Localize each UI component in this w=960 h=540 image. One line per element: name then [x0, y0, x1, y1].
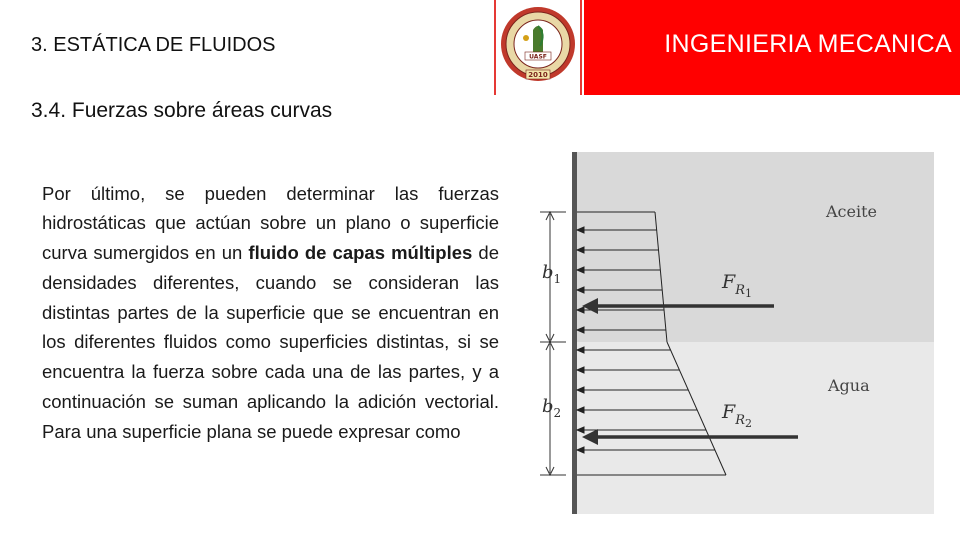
water-layer [572, 342, 934, 514]
body-paragraph [42, 179, 499, 447]
oil-label: Aceite [826, 202, 877, 221]
subsection-title: 3.4. Fuerzas sobre áreas curvas [31, 99, 333, 122]
dimension-lines [540, 212, 566, 475]
force-label-1: $F_R1$ [722, 271, 752, 300]
water-label: Agua [828, 376, 870, 395]
logo-initials: UASF [529, 53, 547, 61]
layered-fluid-figure [536, 150, 936, 516]
program-title: INGENIERIA MECANICA [664, 30, 952, 58]
oil-layer [572, 152, 934, 342]
paragraph-bold-term: fluido de capas múltiples [248, 242, 473, 264]
wall [572, 152, 577, 514]
dimension-b1: $b_1$ [542, 262, 562, 286]
paragraph-text-start: Por último, se pueden determinar las fuerzas hidrostáticas que actúan sobre un plano o superficie curva sumergidos en un [42, 182, 499, 264]
header-band [584, 0, 960, 95]
force-label-2: $F_R2$ [722, 401, 752, 430]
section-title: 3. ESTÁTICA DE FLUIDOS [31, 34, 276, 56]
paragraph-text-end: de densidades diferentes, cuando se consideran las distintas partes de la superficie que se encuentran en los diferentes fluidos como superficies distintas, si se encuentra la fuerza sobre cada una de las partes, y a continuación se suman aplicando la adición vectorial. Para una superficie plana se puede expresar como [42, 242, 500, 442]
university-logo [494, 0, 582, 95]
university-seal-icon [496, 0, 580, 95]
logo-year: 2010 [528, 71, 548, 79]
dimension-b2: $b_2$ [542, 396, 562, 420]
